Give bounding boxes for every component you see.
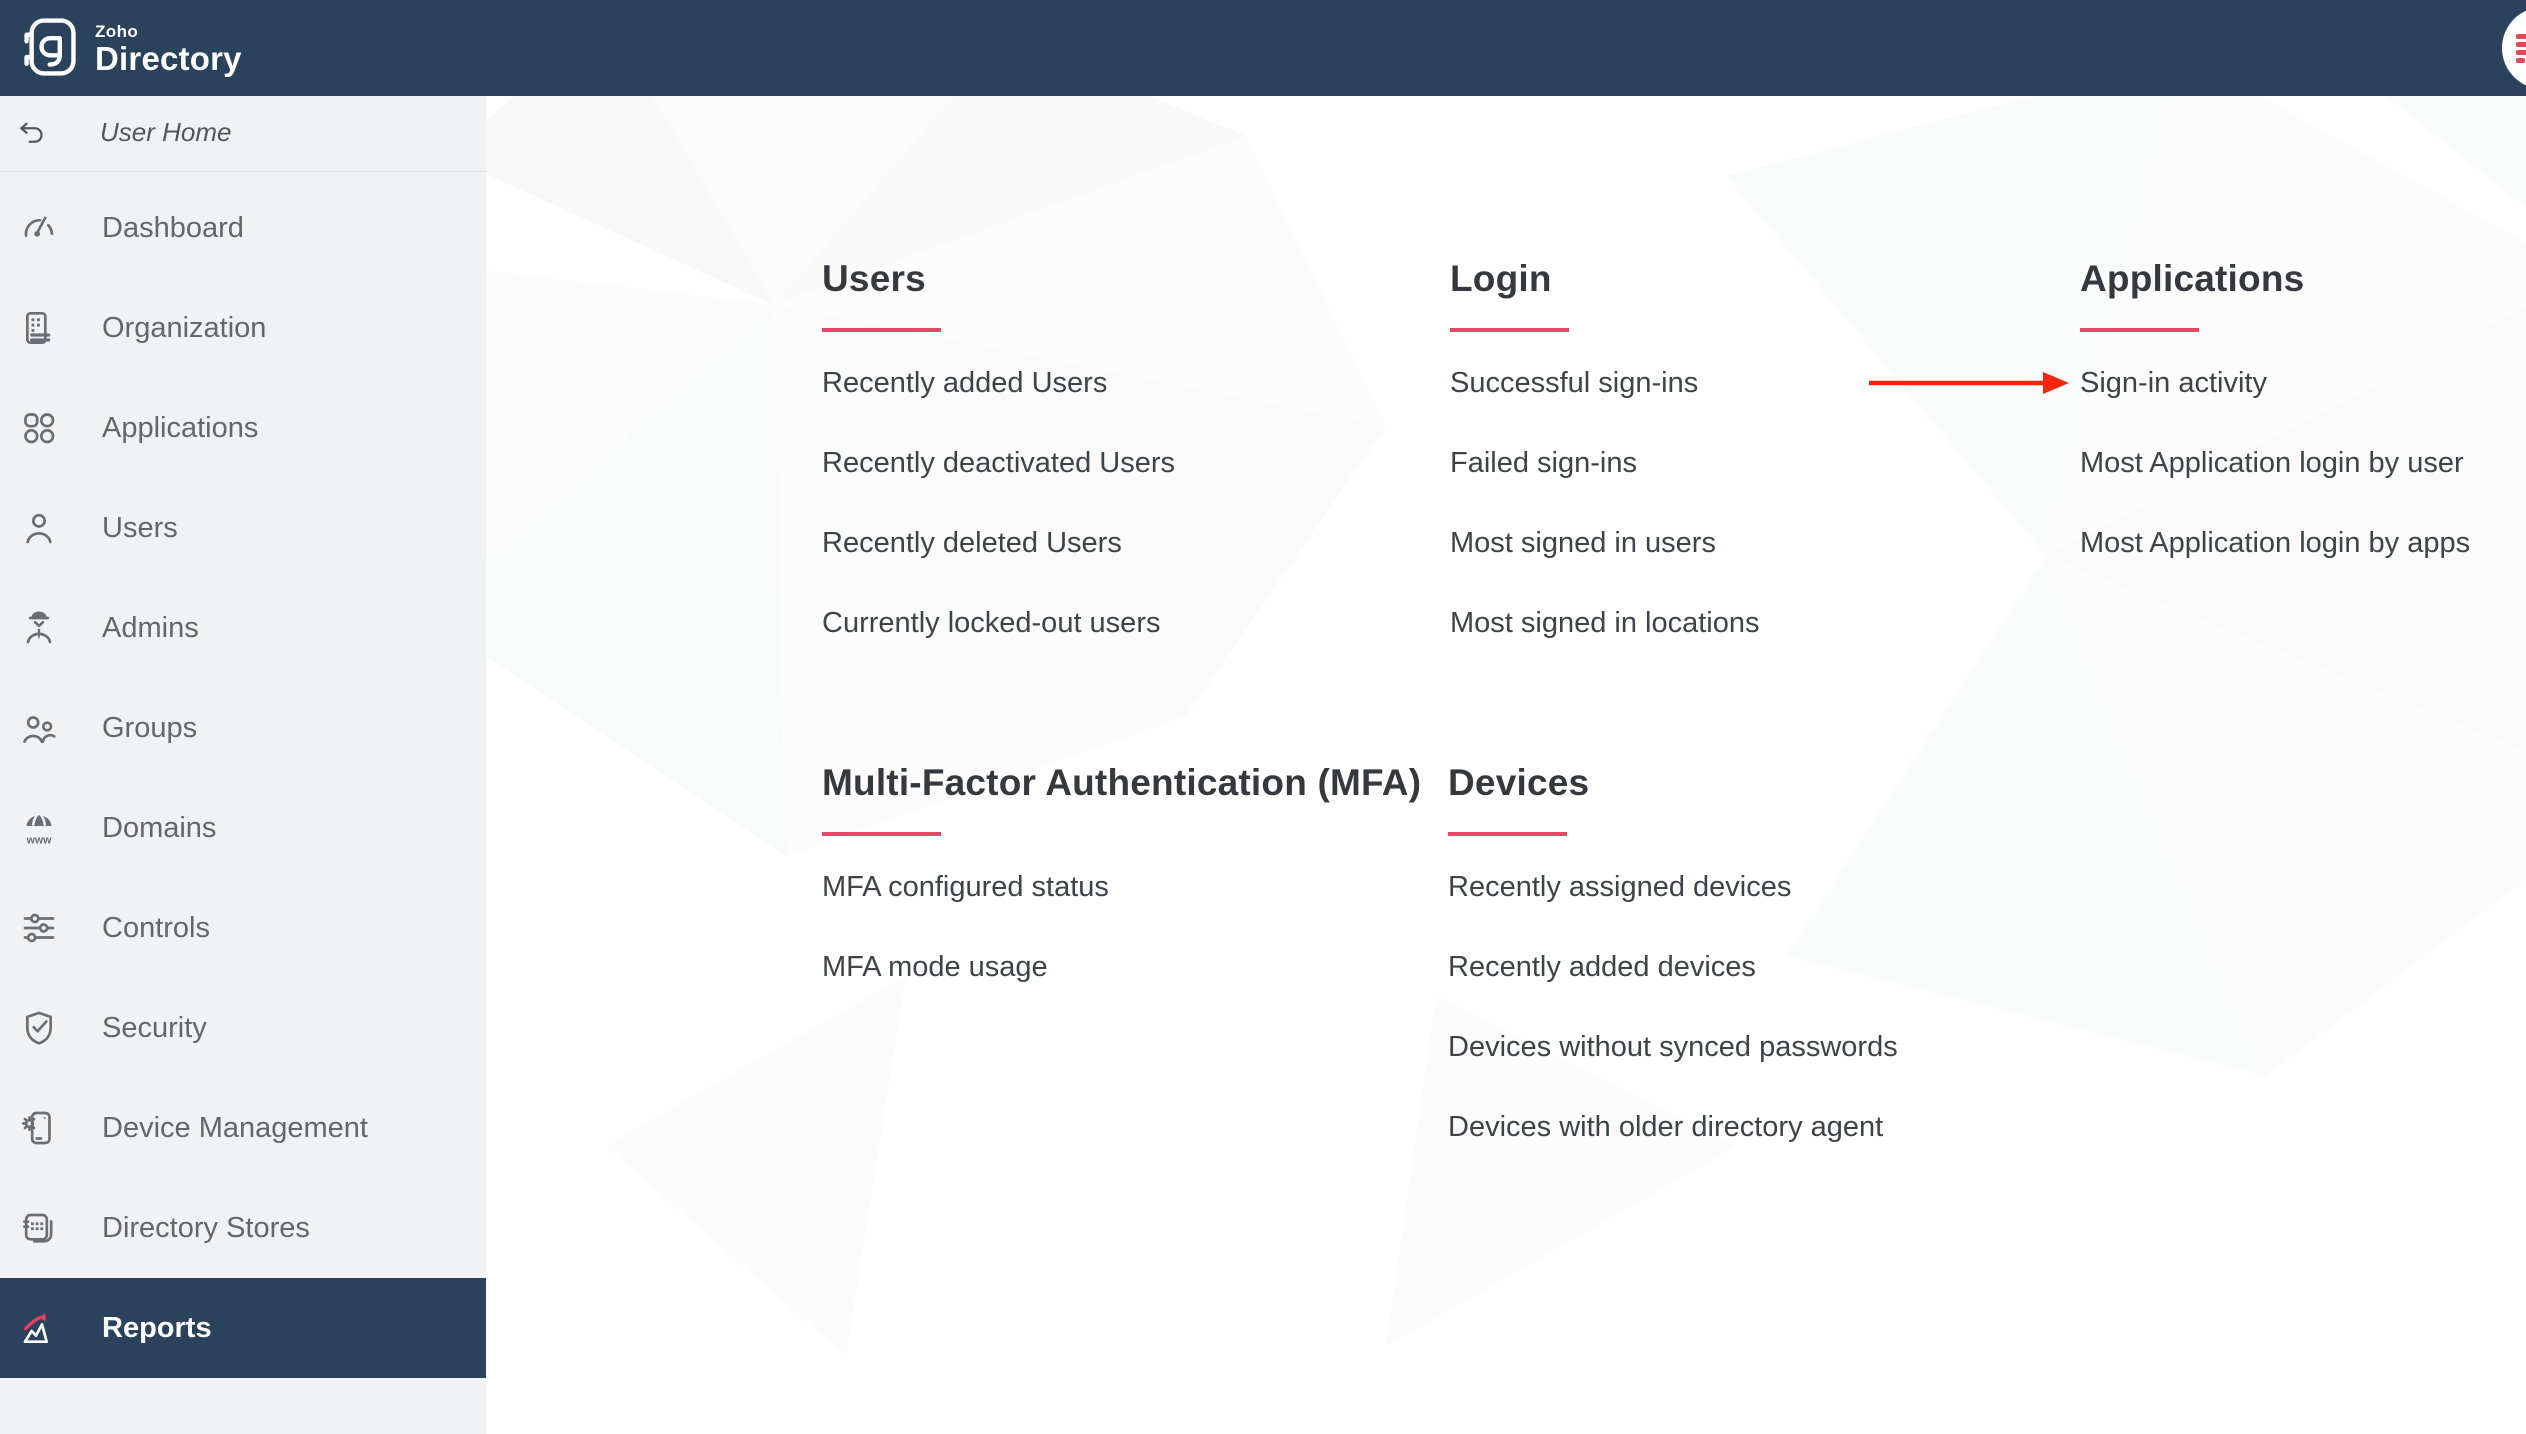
section-title: Multi-Factor Authentication (MFA) [822, 762, 1422, 803]
report-link-sign-in-activity[interactable]: Sign-in activity [2080, 366, 2267, 399]
report-link-row [2080, 503, 2470, 583]
report-link-row [1450, 423, 1760, 503]
sidebar-item-label: Organization [102, 311, 267, 344]
sidebar-item-reports[interactable] [0, 1278, 486, 1378]
sidebar-item-label: Controls [102, 911, 210, 944]
report-link-row [822, 503, 1175, 583]
dashboard-icon [10, 178, 68, 278]
sidebar-item-device-management[interactable] [0, 1078, 486, 1178]
controls-icon [10, 878, 68, 978]
topbar [0, 0, 2526, 96]
user-home-label: User Home [100, 117, 232, 147]
sidebar-item-directory-stores[interactable] [0, 1178, 486, 1278]
report-link-row [2080, 343, 2470, 423]
device-management-icon [10, 1078, 68, 1178]
sidebar-item-label: Device Management [102, 1111, 368, 1144]
report-link[interactable]: Recently added devices [1448, 950, 1756, 983]
report-link-row [1450, 503, 1760, 583]
sidebar-item-label: Groups [102, 711, 198, 744]
report-link[interactable]: Successful sign-ins [1450, 366, 1699, 399]
report-link[interactable]: Recently deactivated Users [822, 446, 1175, 479]
section-applications [2080, 257, 2470, 583]
sidebar-item-label: Directory Stores [102, 1211, 310, 1244]
report-link[interactable]: Most Application login by user [2080, 446, 2464, 479]
section-underline [822, 328, 941, 332]
user-avatar[interactable] [2502, 7, 2526, 89]
annotation-arrow [1865, 365, 2077, 401]
sidebar-item-label: Users [102, 511, 178, 544]
section-title: Users [822, 258, 926, 299]
report-link[interactable]: Devices with older directory agent [1448, 1110, 1884, 1143]
brand-product-name: Zoho [95, 22, 139, 41]
sidebar-item-groups[interactable] [0, 678, 486, 778]
report-link-row [1448, 1007, 1898, 1087]
report-link[interactable]: Currently locked-out users [822, 606, 1161, 639]
section-mfa [822, 761, 1421, 1007]
section-login [1450, 257, 1760, 663]
report-link-row [2080, 423, 2470, 503]
report-link[interactable]: Devices without synced passwords [1448, 1030, 1898, 1063]
sidebar-item-security[interactable] [0, 978, 486, 1078]
sidebar-item-dashboard[interactable] [0, 178, 486, 278]
avatar-image [2516, 34, 2526, 66]
report-link[interactable]: Recently assigned devices [1448, 870, 1792, 903]
reports-icon [10, 1278, 68, 1378]
report-link[interactable]: MFA configured status [822, 870, 1109, 903]
sidebar-item-applications[interactable] [0, 378, 486, 478]
section-underline [2080, 328, 2199, 332]
back-undo-icon [15, 118, 49, 153]
domains-icon [10, 778, 68, 878]
admins-icon [10, 578, 68, 678]
report-link[interactable]: Failed sign-ins [1450, 446, 1637, 479]
section-devices [1448, 761, 1898, 1167]
sidebar-item-label: Applications [102, 411, 259, 444]
section-title: Devices [1448, 762, 1590, 803]
section-users [822, 257, 1175, 663]
report-link-row [1450, 343, 1760, 423]
sidebar-back-user-home[interactable] [0, 96, 486, 171]
sidebar-item-admins[interactable] [0, 578, 486, 678]
sidebar [0, 96, 486, 1434]
report-link-row [822, 343, 1175, 423]
sidebar-divider [0, 171, 486, 172]
sidebar-item-domains[interactable] [0, 778, 486, 878]
report-link-row [1450, 583, 1760, 663]
section-underline [1450, 328, 1569, 332]
users-icon [10, 478, 68, 578]
report-link[interactable]: Most signed in locations [1450, 606, 1760, 639]
sidebar-item-organization[interactable] [0, 278, 486, 378]
sidebar-item-label: Reports [102, 1311, 212, 1344]
section-title: Applications [2080, 258, 2305, 299]
section-title: Login [1450, 258, 1552, 299]
report-link-row [822, 927, 1421, 1007]
report-link-row [1448, 1087, 1898, 1167]
sidebar-item-users[interactable] [0, 478, 486, 578]
organization-icon [10, 278, 68, 378]
domains-www-label: www [26, 834, 52, 847]
section-underline [1448, 832, 1567, 836]
reports-page [486, 96, 2526, 1434]
report-link[interactable]: Most Application login by apps [2080, 526, 2471, 559]
sidebar-item-label: Dashboard [102, 211, 244, 244]
applications-icon [10, 378, 68, 478]
report-link-row [822, 847, 1421, 927]
sidebar-item-controls[interactable] [0, 878, 486, 978]
report-link-row [822, 583, 1175, 663]
brand-app-name: Directory [95, 40, 242, 77]
report-link[interactable]: Recently added Users [822, 366, 1108, 399]
directory-book-icon [22, 14, 80, 85]
report-link[interactable]: Recently deleted Users [822, 526, 1122, 559]
section-underline [822, 832, 941, 836]
report-link[interactable]: Most signed in users [1450, 526, 1716, 559]
report-link-row [1448, 927, 1898, 1007]
report-link-row [822, 423, 1175, 503]
brand-logo[interactable] [22, 14, 242, 85]
groups-icon [10, 678, 68, 778]
report-link[interactable]: MFA mode usage [822, 950, 1048, 983]
sidebar-item-label: Admins [102, 611, 199, 644]
directory-stores-icon [10, 1178, 68, 1278]
security-shield-icon [10, 978, 68, 1078]
sidebar-item-label: Security [102, 1011, 207, 1044]
report-link-row [1448, 847, 1898, 927]
sidebar-item-label: Domains [102, 811, 217, 844]
